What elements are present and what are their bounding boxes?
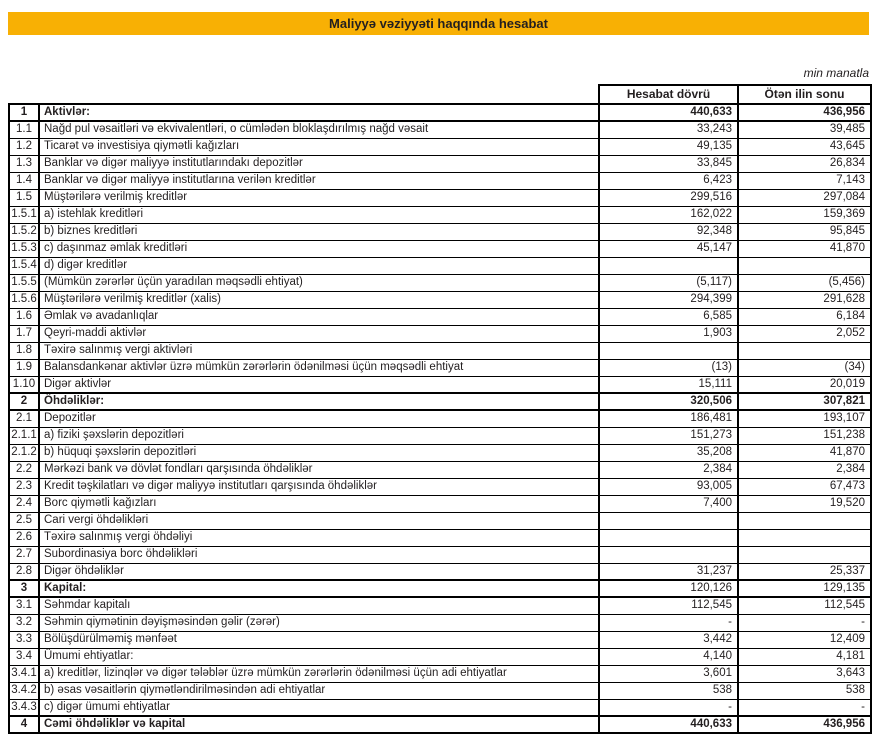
row-value-previous-year: 39,485 bbox=[738, 121, 871, 138]
row-number: 1 bbox=[9, 104, 39, 121]
table-row bbox=[9, 614, 871, 631]
row-value-current-period: 320,506 bbox=[599, 393, 738, 410]
row-label: Nağd pul vəsaitləri və ekvivalentləri, o cümlədən bloklaşdırılmış nağd vəsait bbox=[39, 121, 599, 138]
row-number: 2.4 bbox=[9, 495, 39, 512]
row-value-previous-year: 12,409 bbox=[738, 631, 871, 648]
row-label: a) istehlak kreditləri bbox=[39, 206, 599, 223]
row-value-previous-year: 159,369 bbox=[738, 206, 871, 223]
row-label: d) digər kreditlər bbox=[39, 257, 599, 274]
row-value-previous-year: 3,643 bbox=[738, 665, 871, 682]
row-value-previous-year bbox=[738, 546, 871, 563]
row-number: 1.5.1 bbox=[9, 206, 39, 223]
row-value-previous-year: 43,645 bbox=[738, 138, 871, 155]
row-value-current-period: - bbox=[599, 699, 738, 716]
table-row bbox=[9, 665, 871, 682]
row-value-previous-year: - bbox=[738, 699, 871, 716]
row-number: 1.5.3 bbox=[9, 240, 39, 257]
row-label: Depozitlər bbox=[39, 410, 599, 427]
row-label: Kapital: bbox=[39, 580, 599, 597]
table-row bbox=[9, 325, 871, 342]
row-value-previous-year: 67,473 bbox=[738, 478, 871, 495]
table-row bbox=[9, 461, 871, 478]
table-row bbox=[9, 240, 871, 257]
row-number: 3.3 bbox=[9, 631, 39, 648]
row-label: Öhdəliklər: bbox=[39, 393, 599, 410]
table-row bbox=[9, 393, 871, 410]
row-value-current-period: 7,400 bbox=[599, 495, 738, 512]
row-value-previous-year bbox=[738, 257, 871, 274]
row-number: 1.5.5 bbox=[9, 274, 39, 291]
row-label: c) digər ümumi ehtiyatlar bbox=[39, 699, 599, 716]
table-row bbox=[9, 308, 871, 325]
row-value-previous-year: 436,956 bbox=[738, 104, 871, 121]
row-number: 1.2 bbox=[9, 138, 39, 155]
row-value-current-period: 33,243 bbox=[599, 121, 738, 138]
row-value-current-period: 112,545 bbox=[599, 597, 738, 614]
row-value-previous-year: 2,052 bbox=[738, 325, 871, 342]
row-value-current-period: 31,237 bbox=[599, 563, 738, 580]
row-value-current-period: 6,423 bbox=[599, 172, 738, 189]
row-number: 4 bbox=[9, 716, 39, 733]
row-label: Cəmi öhdəliklər və kapital bbox=[39, 716, 599, 733]
report-title-banner: Maliyyə vəziyyəti haqqında hesabat bbox=[8, 12, 869, 35]
row-value-current-period: 93,005 bbox=[599, 478, 738, 495]
row-value-current-period: 3,442 bbox=[599, 631, 738, 648]
row-value-current-period: 440,633 bbox=[599, 716, 738, 733]
row-label: Mərkəzi bank və dövlət fondları qarşısında öhdəliklər bbox=[39, 461, 599, 478]
row-value-previous-year: 6,184 bbox=[738, 308, 871, 325]
row-value-current-period: 151,273 bbox=[599, 427, 738, 444]
row-value-previous-year: 151,238 bbox=[738, 427, 871, 444]
row-value-previous-year: 41,870 bbox=[738, 240, 871, 257]
row-label: Bölüşdürülməmiş mənfəət bbox=[39, 631, 599, 648]
table-row bbox=[9, 563, 871, 580]
table-row bbox=[9, 546, 871, 563]
row-value-current-period bbox=[599, 529, 738, 546]
row-number: 1.5.4 bbox=[9, 257, 39, 274]
row-number: 1.10 bbox=[9, 376, 39, 393]
row-value-previous-year bbox=[738, 342, 871, 359]
table-row bbox=[9, 155, 871, 172]
row-label: Təxirə salınmış vergi aktivləri bbox=[39, 342, 599, 359]
row-label: Digər öhdəliklər bbox=[39, 563, 599, 580]
row-label: b) əsas vəsaitlərin qiymətləndirilməsindən adi ehtiyatlar bbox=[39, 682, 599, 699]
row-number: 1.5.2 bbox=[9, 223, 39, 240]
row-label: Aktivlər: bbox=[39, 104, 599, 121]
column-header-current-period: Hesabat dövrü bbox=[599, 85, 738, 104]
header-spacer bbox=[39, 85, 599, 104]
table-row bbox=[9, 206, 871, 223]
row-value-current-period: 45,147 bbox=[599, 240, 738, 257]
table-header-row bbox=[9, 85, 871, 104]
row-label: Müştərilərə verilmiş kreditlər (xalis) bbox=[39, 291, 599, 308]
column-header-previous-year-end: Ötən ilin sonu bbox=[738, 85, 871, 104]
row-number: 2.8 bbox=[9, 563, 39, 580]
row-label: Subordinasiya borc öhdəlikləri bbox=[39, 546, 599, 563]
row-value-current-period: 1,903 bbox=[599, 325, 738, 342]
row-value-previous-year bbox=[738, 529, 871, 546]
row-value-current-period: 120,126 bbox=[599, 580, 738, 597]
row-label: Səhmin qiymətinin dəyişməsindən gəlir (zərər) bbox=[39, 614, 599, 631]
row-label: Təxirə salınmış vergi öhdəliyi bbox=[39, 529, 599, 546]
unit-note: min manatla bbox=[803, 66, 869, 80]
row-value-previous-year: 26,834 bbox=[738, 155, 871, 172]
row-number: 1.4 bbox=[9, 172, 39, 189]
table-row bbox=[9, 529, 871, 546]
table-row bbox=[9, 427, 871, 444]
row-number: 1.9 bbox=[9, 359, 39, 376]
row-value-current-period bbox=[599, 546, 738, 563]
row-value-previous-year: 20,019 bbox=[738, 376, 871, 393]
row-number: 2.1 bbox=[9, 410, 39, 427]
row-number: 3.2 bbox=[9, 614, 39, 631]
row-label: Cari vergi öhdəlikləri bbox=[39, 512, 599, 529]
row-value-previous-year: 538 bbox=[738, 682, 871, 699]
row-value-previous-year: 19,520 bbox=[738, 495, 871, 512]
row-value-current-period: 15,111 bbox=[599, 376, 738, 393]
financial-table-wrap bbox=[8, 84, 870, 734]
table-row bbox=[9, 597, 871, 614]
table-row bbox=[9, 274, 871, 291]
row-label: Kredit təşkilatları və digər maliyyə institutları qarşısında öhdəliklər bbox=[39, 478, 599, 495]
row-value-previous-year: 4,181 bbox=[738, 648, 871, 665]
row-value-previous-year: 112,545 bbox=[738, 597, 871, 614]
row-value-current-period: 294,399 bbox=[599, 291, 738, 308]
row-value-previous-year: 129,135 bbox=[738, 580, 871, 597]
table-row bbox=[9, 342, 871, 359]
row-number: 3 bbox=[9, 580, 39, 597]
row-label: b) biznes kreditləri bbox=[39, 223, 599, 240]
table-row bbox=[9, 257, 871, 274]
row-value-current-period: 33,845 bbox=[599, 155, 738, 172]
row-number: 2.3 bbox=[9, 478, 39, 495]
row-value-current-period: 35,208 bbox=[599, 444, 738, 461]
table-row bbox=[9, 478, 871, 495]
table-row bbox=[9, 359, 871, 376]
table-row bbox=[9, 648, 871, 665]
row-number: 1.5 bbox=[9, 189, 39, 206]
table-row bbox=[9, 121, 871, 138]
row-label: b) hüquqi şəxslərin depozitləri bbox=[39, 444, 599, 461]
row-value-current-period: 4,140 bbox=[599, 648, 738, 665]
row-value-previous-year: 436,956 bbox=[738, 716, 871, 733]
header-spacer bbox=[9, 85, 39, 104]
row-number: 3.4.1 bbox=[9, 665, 39, 682]
table-row bbox=[9, 512, 871, 529]
row-number: 2.5 bbox=[9, 512, 39, 529]
table-row bbox=[9, 376, 871, 393]
row-value-current-period: - bbox=[599, 614, 738, 631]
row-label: a) kreditlər, lizinqlər və digər tələblər üzrə mümkün zərərlərin ödənilməsi üçün adi ehtiyatlar bbox=[39, 665, 599, 682]
row-number: 3.4.2 bbox=[9, 682, 39, 699]
row-number: 1.6 bbox=[9, 308, 39, 325]
row-label: Əmlak və avadanlıqlar bbox=[39, 308, 599, 325]
row-value-current-period bbox=[599, 512, 738, 529]
row-value-current-period: 538 bbox=[599, 682, 738, 699]
row-value-previous-year: 307,821 bbox=[738, 393, 871, 410]
row-value-current-period: 92,348 bbox=[599, 223, 738, 240]
table-row bbox=[9, 104, 871, 121]
row-label: Balansdankənar aktivlər üzrə mümkün zərərlərin ödənilməsi üçün məqsədli ehtiyat bbox=[39, 359, 599, 376]
row-value-previous-year: 95,845 bbox=[738, 223, 871, 240]
row-value-current-period bbox=[599, 342, 738, 359]
row-value-current-period: 2,384 bbox=[599, 461, 738, 478]
financial-position-table bbox=[8, 84, 872, 734]
row-value-previous-year: - bbox=[738, 614, 871, 631]
row-label: Borc qiymətli kağızları bbox=[39, 495, 599, 512]
row-label: Qeyri-maddi aktivlər bbox=[39, 325, 599, 342]
row-label: Banklar və digər maliyyə institutlarındakı depozitlər bbox=[39, 155, 599, 172]
row-number: 2.1.2 bbox=[9, 444, 39, 461]
row-label: (Mümkün zərərlər üçün yaradılan məqsədli ehtiyat) bbox=[39, 274, 599, 291]
table-row bbox=[9, 682, 871, 699]
table-row bbox=[9, 495, 871, 512]
row-value-previous-year: 193,107 bbox=[738, 410, 871, 427]
row-value-current-period: 6,585 bbox=[599, 308, 738, 325]
table-row bbox=[9, 444, 871, 461]
row-value-current-period: (13) bbox=[599, 359, 738, 376]
row-number: 2.6 bbox=[9, 529, 39, 546]
row-value-previous-year: 41,870 bbox=[738, 444, 871, 461]
table-row bbox=[9, 223, 871, 240]
row-number: 2 bbox=[9, 393, 39, 410]
row-value-previous-year: 2,384 bbox=[738, 461, 871, 478]
table-row bbox=[9, 138, 871, 155]
row-value-current-period: (5,117) bbox=[599, 274, 738, 291]
row-value-current-period: 299,516 bbox=[599, 189, 738, 206]
row-number: 1.8 bbox=[9, 342, 39, 359]
row-value-current-period: 49,135 bbox=[599, 138, 738, 155]
table-row bbox=[9, 716, 871, 733]
table-row bbox=[9, 410, 871, 427]
row-value-previous-year: 297,084 bbox=[738, 189, 871, 206]
row-value-previous-year: (5,456) bbox=[738, 274, 871, 291]
row-number: 3.4.3 bbox=[9, 699, 39, 716]
row-value-previous-year: 7,143 bbox=[738, 172, 871, 189]
row-value-current-period: 440,633 bbox=[599, 104, 738, 121]
row-label: Ümumi ehtiyatlar: bbox=[39, 648, 599, 665]
row-label: Banklar və digər maliyyə institutlarına verilən kreditlər bbox=[39, 172, 599, 189]
row-number: 1.3 bbox=[9, 155, 39, 172]
row-label: Müştərilərə verilmiş kreditlər bbox=[39, 189, 599, 206]
row-number: 1.1 bbox=[9, 121, 39, 138]
row-value-previous-year: (34) bbox=[738, 359, 871, 376]
table-row bbox=[9, 699, 871, 716]
table-row bbox=[9, 189, 871, 206]
row-label: c) daşınmaz əmlak kreditləri bbox=[39, 240, 599, 257]
row-label: Ticarət və investisiya qiymətli kağızları bbox=[39, 138, 599, 155]
row-number: 3.4 bbox=[9, 648, 39, 665]
row-value-current-period: 186,481 bbox=[599, 410, 738, 427]
row-value-current-period: 162,022 bbox=[599, 206, 738, 223]
row-value-current-period: 3,601 bbox=[599, 665, 738, 682]
table-row bbox=[9, 631, 871, 648]
table-row bbox=[9, 291, 871, 308]
row-number: 2.7 bbox=[9, 546, 39, 563]
row-value-current-period bbox=[599, 257, 738, 274]
row-value-previous-year: 291,628 bbox=[738, 291, 871, 308]
table-row bbox=[9, 580, 871, 597]
row-value-previous-year: 25,337 bbox=[738, 563, 871, 580]
row-number: 2.2 bbox=[9, 461, 39, 478]
row-number: 2.1.1 bbox=[9, 427, 39, 444]
row-label: Digər aktivlər bbox=[39, 376, 599, 393]
row-label: a) fiziki şəxslərin depozitləri bbox=[39, 427, 599, 444]
row-value-previous-year bbox=[738, 512, 871, 529]
row-number: 1.7 bbox=[9, 325, 39, 342]
table-row bbox=[9, 172, 871, 189]
row-label: Səhmdar kapitalı bbox=[39, 597, 599, 614]
row-number: 1.5.6 bbox=[9, 291, 39, 308]
row-number: 3.1 bbox=[9, 597, 39, 614]
